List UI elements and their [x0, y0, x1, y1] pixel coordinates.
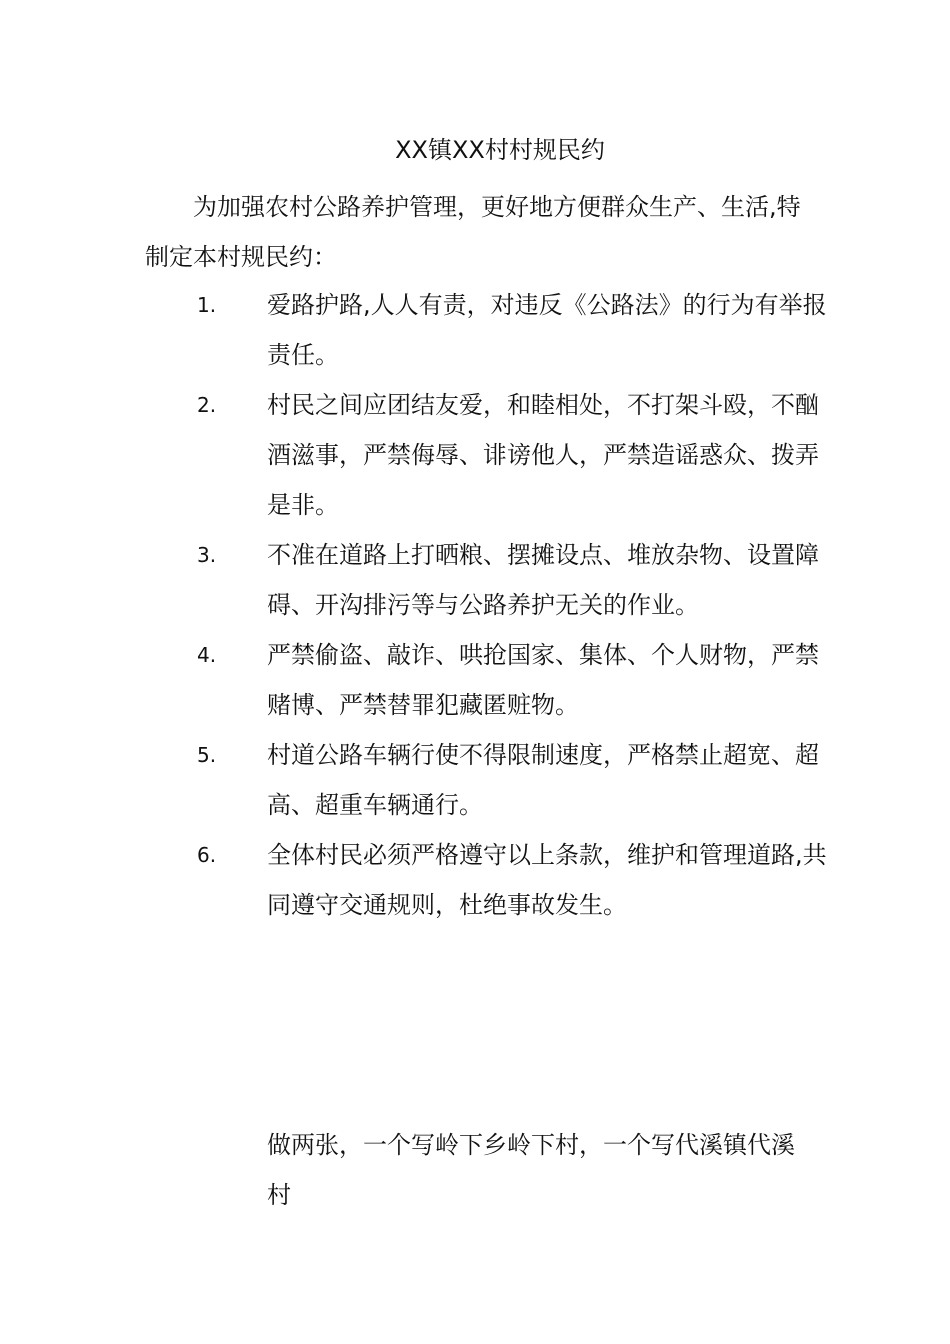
rule-text: 全体村民必须严格遵守以上条款，维护和管理道路,共同遵守交通规则，杜绝事故发生。 — [267, 841, 827, 919]
rule-number: 6. — [197, 843, 217, 867]
rule-text: 不准在道路上打晒粮、摆摊设点、堆放杂物、设置障碍、开沟排污等与公路养护无关的作业。 — [267, 541, 819, 619]
rule-text: 爱路护路,人人有责，对违反《公路法》的行为有举报责任。 — [267, 291, 827, 369]
document-title: XX镇XX村村规民约 — [395, 136, 605, 164]
footer-note: 做两张，一个写岭下乡岭下村，一个写代溪镇代溪村 — [267, 1131, 795, 1209]
rule-text: 村民之间应团结友爱，和睦相处，不打架斗殴，不酗酒滋事，严禁侮辱、诽谤他人，严禁造谣惑众、拨弄是非。 — [267, 391, 819, 519]
rule-item — [145, 730, 845, 830]
rule-item — [145, 280, 845, 380]
rule-number: 4. — [197, 643, 217, 667]
rule-number: 1. — [197, 293, 217, 317]
rule-item — [145, 380, 845, 530]
rules-list — [145, 280, 845, 930]
rule-number: 3. — [197, 543, 217, 567]
rule-item — [145, 630, 845, 730]
rule-item — [145, 530, 845, 630]
rule-text: 村道公路车辆行使不得限制速度，严格禁止超宽、超高、超重车辆通行。 — [267, 741, 819, 819]
intro-paragraph: 为加强农村公路养护管理，更好地方便群众生产、生活,特制定本村规民约： — [145, 193, 801, 271]
rule-text: 严禁偷盗、敲诈、哄抢国家、集体、个人财物，严禁赌博、严禁替罪犯藏匿赃物。 — [267, 641, 819, 719]
rule-number: 5. — [197, 743, 217, 767]
rule-number: 2. — [197, 393, 217, 417]
rule-item — [145, 830, 845, 930]
